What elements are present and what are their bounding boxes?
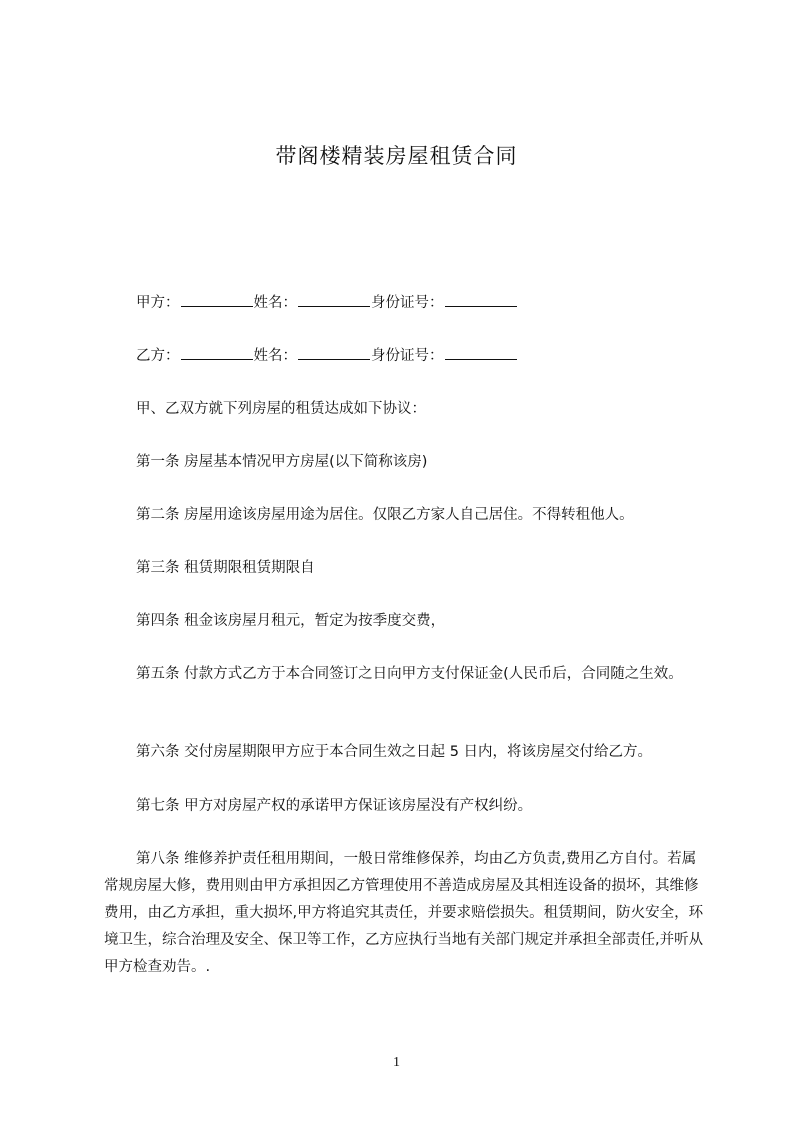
party-a-name-label: 姓名： (253, 295, 297, 311)
party-b-id-blank[interactable] (445, 345, 517, 360)
party-a-label: 甲方： (136, 295, 180, 311)
party-b-name-label: 姓名： (253, 348, 297, 364)
party-b-id-label: 身份证号： (371, 348, 444, 364)
intro-line: 甲、乙双方就下列房屋的租赁达成如下协议： (136, 401, 426, 417)
article-4: 第四条 租金该房屋月租元，暂定为按季度交费， (136, 613, 446, 629)
party-a-id-label: 身份证号： (371, 295, 444, 311)
party-b-line (136, 345, 518, 366)
page-number: 1 (393, 1055, 400, 1070)
party-b-label: 乙方： (136, 348, 180, 364)
article-8 (104, 846, 704, 981)
article-6: 第六条 交付房屋期限甲方应于本合同生效之日起 5 日内，将该房屋交付给乙方。 (136, 744, 653, 760)
page-title: 带阁楼精装房屋租赁合同 (275, 144, 518, 168)
party-b-name-blank[interactable] (298, 345, 370, 360)
article-3: 第三条 租赁期限租赁期限自 (136, 560, 315, 576)
article-2: 第二条 房屋用途该房屋用途为居住。仅限乙方家人自己居住。不得转租他人。 (136, 507, 634, 523)
article-7: 第七条 甲方对房屋产权的承诺甲方保证该房屋没有产权纠纷。 (136, 798, 533, 814)
article-5-text: 第五条 付款方式乙方于本合同签订之日向甲方支付保证金(人民币后，合同随之生效。 (136, 666, 683, 682)
article-1: 第一条 房屋基本情况甲方房屋(以下简称该房) (136, 454, 428, 470)
party-a-line (136, 292, 518, 313)
party-b-blank[interactable] (181, 345, 253, 360)
party-a-name-blank[interactable] (298, 292, 370, 307)
article-5 (104, 661, 704, 688)
party-a-id-blank[interactable] (445, 292, 517, 307)
article-8-text: 第八条 维修养护责任租用期间，一般日常维修保养，均由乙方负责,费用乙方自付。若属常规房屋大修，费用则由甲方承担因乙方管理使用不善造成房屋及其相连设备的损坏，其维修费用，由乙方承担，重大损坏,甲方将追究其责任，并要求赔偿损失。租赁期间，防火安全，环境卫生，综合治理及安全、保卫等工作，乙方应执行当地有关部门规定并承担全部责任,并听从甲方检查劝告。. (104, 851, 704, 975)
party-a-blank[interactable] (181, 292, 253, 307)
